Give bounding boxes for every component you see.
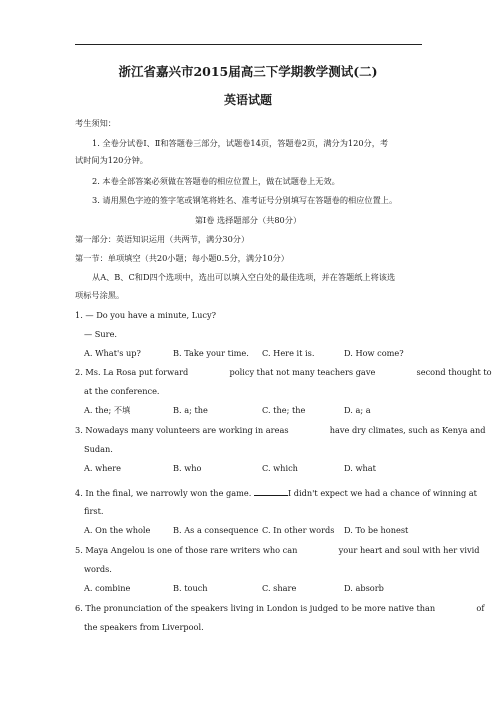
question-6-stem-part-1: 6. The pronunciation of the speakers living in London is judged to be more native than xyxy=(75,603,436,613)
instruction-line-1: 从A、B、C和D四个选项中，选出可以填入空白处的最佳选项，并在答题纸上将该选 xyxy=(92,272,396,282)
question-2-stem-part-3: second thought to xyxy=(416,367,492,377)
question-2-option-a[interactable]: A. the; 不填 xyxy=(84,405,131,415)
header-rule xyxy=(75,44,422,45)
question-5-option-b[interactable]: B. touch xyxy=(173,583,208,593)
part-1-heading: 第一部分：英语知识运用（共两节，满分30分） xyxy=(75,234,250,244)
question-3-option-d[interactable]: D. what xyxy=(344,463,376,473)
question-3-stem-line-2: Sudan. xyxy=(84,444,113,454)
question-3-option-c[interactable]: C. which xyxy=(262,463,298,473)
question-1-option-d[interactable]: D. How come? xyxy=(344,348,404,358)
question-4-stem-line-2: first. xyxy=(84,506,104,516)
exam-subtitle: 英语试题 xyxy=(223,93,272,107)
question-2-stem-line-2: at the conference. xyxy=(84,386,160,396)
question-1-option-b[interactable]: B. Take your time. xyxy=(173,348,249,358)
question-5-stem xyxy=(75,545,480,555)
question-4-option-a[interactable]: A. On the whole xyxy=(84,525,151,535)
question-3-option-b[interactable]: B. who xyxy=(173,463,202,473)
notice-item-1-line-2: 试时间为120分钟。 xyxy=(75,155,148,165)
question-2-stem-part-2: policy that not many teachers gave xyxy=(229,367,376,377)
question-4-stem-part-2: I didn't expect we had a chance of winning at xyxy=(287,488,477,498)
notice-item-3: 3. 请用黑色字迹的签字笔或钢笔将姓名、准考证号分别填写在答题卷的相应位置上。 xyxy=(92,195,398,205)
question-5-stem-part-2: your heart and soul with her vivid xyxy=(338,545,480,555)
notice-label: 考生须知： xyxy=(75,118,116,128)
section-1-heading: 第一节：单项填空（共20小题；每小题0.5分，满分10分） xyxy=(75,253,289,263)
exam-title: 浙江省嘉兴市2015届高三下学期教学测试(二) xyxy=(118,64,378,79)
volume-heading: 第Ⅰ卷 选择题部分（共80分） xyxy=(194,215,302,225)
question-5-option-c[interactable]: C. share xyxy=(262,583,297,593)
question-4-stem xyxy=(75,487,477,498)
question-4-option-b[interactable]: B. As a consequence xyxy=(173,525,259,535)
question-4-option-d[interactable]: D. To be honest xyxy=(344,525,409,535)
question-4-stem-part-1: 4. In the final, we narrowly won the game. xyxy=(75,488,252,498)
question-1-option-c[interactable]: C. Here it is. xyxy=(262,348,315,358)
question-5-option-a[interactable]: A. combine xyxy=(84,583,131,593)
question-6-stem xyxy=(75,603,484,613)
question-2-option-b[interactable]: B. a; the xyxy=(173,405,208,415)
question-2-option-c[interactable]: C. the; the xyxy=(262,405,306,415)
question-4-option-c[interactable]: C. In other words xyxy=(262,525,335,535)
question-1-stem: 1. — Do you have a minute, Lucy? xyxy=(75,310,217,320)
question-2-stem-part-1: 2. Ms. La Rosa put forward xyxy=(75,367,189,377)
question-1-reply: — Sure. xyxy=(84,329,118,339)
question-3-option-a[interactable]: A. where xyxy=(84,463,122,473)
question-5-option-d[interactable]: D. absorb xyxy=(344,583,384,593)
question-6-stem-part-2: of xyxy=(476,603,485,613)
question-3-stem-part-2: have dry climates, such as Kenya and xyxy=(329,425,486,435)
question-2-stem xyxy=(75,367,492,377)
notice-item-1-line-1: 1. 全卷分试卷Ⅰ、Ⅱ和答题卷三部分，试题卷14页，答题卷2页，满分为120分，考 xyxy=(92,138,389,148)
question-4-blank xyxy=(254,487,288,496)
instruction-line-2: 项标号涂黑。 xyxy=(75,290,125,300)
question-3-stem-part-1: 3. Nowadays many volunteers are working in areas xyxy=(75,425,289,435)
notice-item-2: 2. 本卷全部答案必须做在答题卷的相应位置上，做在试题卷上无效。 xyxy=(92,176,340,186)
question-6-stem-line-2: the speakers from Liverpool. xyxy=(84,622,204,632)
question-2-option-d[interactable]: D. a; a xyxy=(344,405,371,415)
question-1-option-a[interactable]: A. What's up? xyxy=(84,348,141,358)
question-5-stem-part-1: 5. Maya Angelou is one of those rare writers who can xyxy=(75,545,298,555)
question-5-stem-line-2: words. xyxy=(84,564,112,574)
question-3-stem xyxy=(75,425,486,435)
